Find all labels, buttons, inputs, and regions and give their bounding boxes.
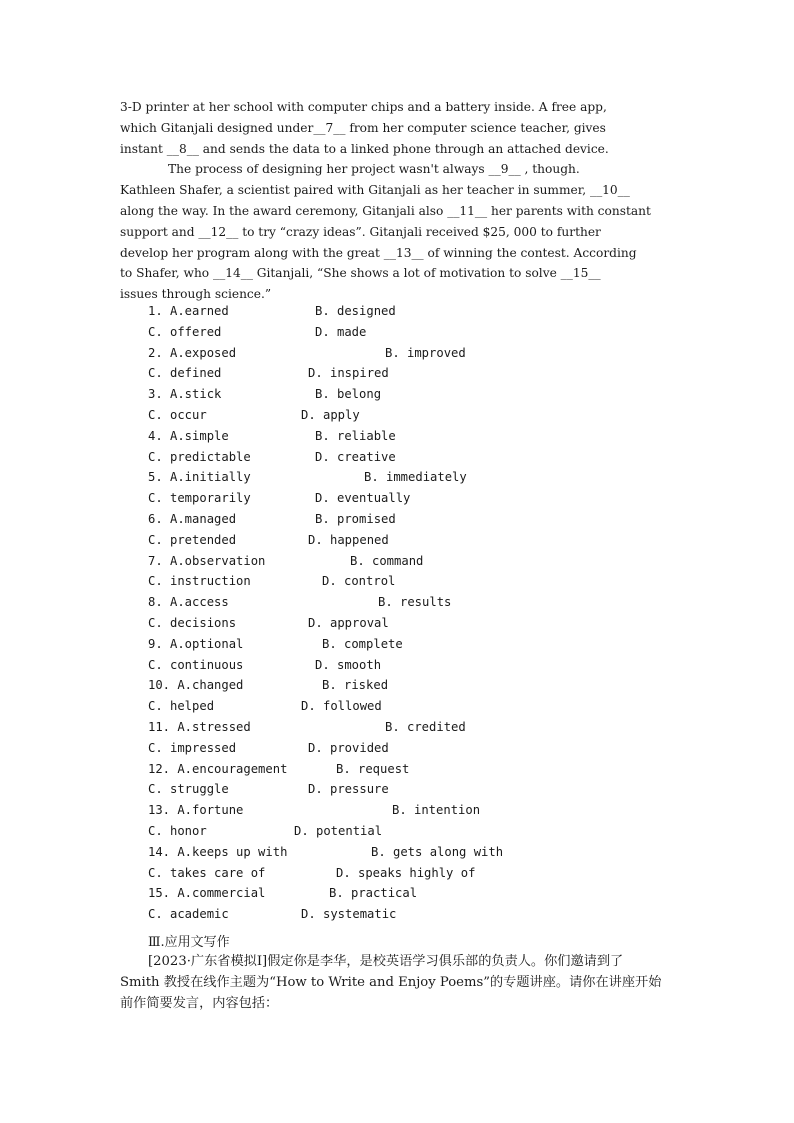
option-2-a: 2. A.exposed [148, 345, 237, 360]
option-6-c: C. pretended [148, 532, 237, 547]
option-8-a: 8. A.access [148, 595, 229, 610]
passage-line: support and __12__ to try “crazy ideas”. Gitanjali received $25, 000 to further [120, 224, 601, 239]
option-15-c: C. academic [148, 907, 229, 922]
option-5-b: B. immediately [364, 470, 467, 485]
option-13-c: C. honor [148, 824, 207, 838]
section-prompt [120, 951, 680, 1014]
option-6-b: B. promised [315, 512, 396, 526]
option-7-a: 7. A.observation [148, 553, 266, 568]
option-3-c: C. occur [148, 408, 207, 422]
option-12-c: C. struggle [148, 782, 229, 797]
option-1-a: 1. A.earned [148, 304, 229, 318]
passage-line: along the way. In the award ceremony, Gitanjali also __11__ her parents with constant [120, 203, 651, 218]
option-15-b: B. practical [329, 886, 418, 901]
option-2-b: B. improved [385, 345, 466, 360]
option-12-a: 12. A.encouragement [148, 761, 288, 776]
option-11-d: D. provided [308, 740, 389, 755]
option-12-d: D. pressure [308, 782, 389, 797]
option-15-a: 15. A.commercial [148, 886, 266, 901]
option-4-a: 4. A.simple [148, 428, 229, 443]
passage-line: The process of designing her project wasn't always __9__ , though. [168, 162, 580, 177]
passage-line: develop her program along with the great __13__ of winning the contest. According [120, 245, 637, 260]
passage-line: which Gitanjali designed under__7__ from her computer science teacher, gives [120, 120, 606, 135]
option-6-a: 6. A.managed [148, 512, 237, 526]
option-11-b: B. credited [385, 720, 466, 734]
option-7-c: C. instruction [148, 574, 251, 589]
passage [120, 97, 674, 305]
option-3-a: 3. A.stick [148, 387, 222, 402]
option-10-b: B. risked [322, 678, 389, 693]
option-11-c: C. impressed [148, 740, 237, 755]
passage-line: Kathleen Shafer, a scientist paired with Gitanjali as her teacher in summer, __10__ [120, 183, 630, 198]
option-8-b: B. results [378, 595, 452, 610]
option-1-b: B. designed [315, 304, 396, 318]
option-12-b: B. request [336, 761, 410, 776]
option-9-b: B. complete [322, 636, 403, 651]
option-15-d: D. systematic [301, 907, 397, 922]
option-14-d: D. speaks highly of [336, 865, 476, 880]
option-10-a: 10. A.changed [148, 678, 244, 693]
option-13-a: 13. A.fortune [148, 803, 244, 818]
option-13-b: B. intention [392, 803, 481, 818]
section-heading: Ⅲ.应用文写作 [148, 935, 230, 950]
option-9-c: C. continuous [148, 657, 244, 672]
option-4-b: B. reliable [315, 428, 396, 443]
option-9-a: 9. A.optional [148, 636, 244, 651]
option-6-d: D. happened [308, 532, 389, 547]
option-5-a: 5. A.initially [148, 470, 251, 485]
option-2-d: D. inspired [308, 366, 389, 381]
prompt-line: 前作简要发言，内容包括： [120, 996, 279, 1011]
option-11-a: 11. A.stressed [148, 720, 251, 734]
option-10-c: C. helped [148, 699, 215, 714]
passage-line: instant __8__ and sends the data to a linked phone through an attached device. [120, 141, 609, 156]
option-14-c: C. takes care of [148, 865, 266, 880]
option-3-b: B. belong [315, 387, 382, 402]
prompt-line: Smith 教授在线作主题为“How to Write and Enjoy Poems”的专题讲座。请你在讲座开始 [120, 975, 662, 990]
option-14-a: 14. A.keeps up with [148, 844, 288, 859]
option-7-d: D. control [322, 574, 396, 589]
option-13-d: D. potential [294, 824, 383, 838]
passage-line: 3-D printer at her school with computer chips and a battery inside. A free app, [120, 100, 607, 114]
passage-line: issues through science.” [120, 287, 272, 302]
option-4-c: C. predictable [148, 449, 251, 464]
option-8-c: C. decisions [148, 616, 237, 630]
option-9-d: D. smooth [315, 657, 382, 672]
prompt-line: [2023·广东省模拟Ⅰ]假定你是李华，是校英语学习俱乐部的负责人。你们邀请到了 [148, 954, 624, 969]
option-8-d: D. approval [308, 616, 389, 630]
option-5-c: C. temporarily [148, 491, 251, 506]
option-1-d: D. made [315, 324, 367, 339]
option-2-c: C. defined [148, 366, 222, 381]
option-7-b: B. command [350, 553, 424, 568]
option-4-d: D. creative [315, 449, 396, 464]
passage-line: to Shafer, who __14__ Gitanjali, “She shows a lot of motivation to solve __15__ [120, 266, 601, 281]
option-1-c: C. offered [148, 324, 222, 339]
option-3-d: D. apply [301, 408, 360, 422]
option-14-b: B. gets along with [371, 844, 504, 859]
option-10-d: D. followed [301, 699, 382, 714]
option-5-d: D. eventually [315, 491, 411, 506]
